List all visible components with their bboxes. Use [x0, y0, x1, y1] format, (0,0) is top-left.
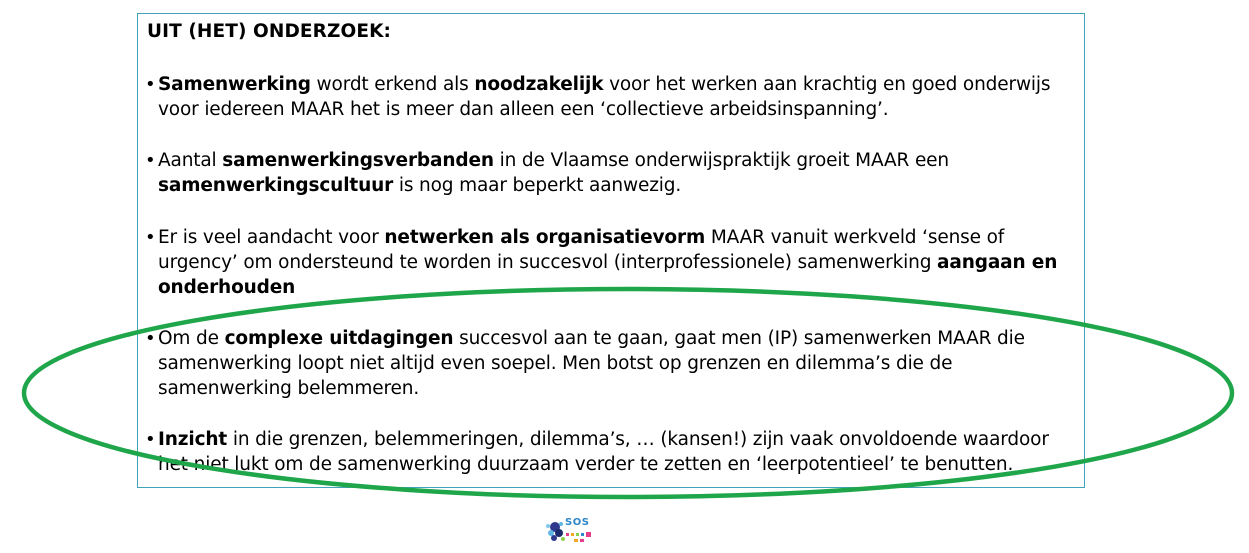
bullet-marker: •: [145, 74, 156, 95]
bullet-text: [158, 427, 1083, 477]
text-run: is nog maar beperkt aanwezig.: [393, 175, 682, 196]
bold-text-run: netwerken als organisatievorm: [384, 227, 706, 248]
bold-text-run: samenwerkingsverbanden: [222, 150, 494, 171]
bold-text-run: aangaan en onderhouden: [158, 252, 1058, 298]
text-run: succesvol aan te gaan, gaat men (IP) samenwerken MAAR die samenwerking loopt niet altijd even soepel. Men botst op grenzen en dilemma’s die de samenwerking belemmeren.: [158, 328, 1025, 399]
bold-text-run: noodzakelijk: [474, 74, 604, 95]
page-title: UIT (HET) ONDERZOEK:: [147, 21, 392, 42]
bold-text-run: complexe uitdagingen: [224, 328, 454, 349]
bullet-marker: •: [145, 328, 156, 349]
bullet-marker: •: [145, 150, 156, 171]
sos-logo: [541, 515, 599, 549]
text-run: in die grenzen, belemmeringen, dilemma’s, … (kansen!) zijn vaak onvoldoende waardoor het niet lukt om de samenwerking duurzaam verder te zetten en ‘leerpotentieel’ te benutten.: [158, 429, 1049, 475]
bullet-text: [158, 225, 1083, 300]
text-run: Er is veel aandacht voor: [158, 227, 385, 248]
text-run: Om de: [158, 328, 225, 349]
logo-text: SOS: [565, 517, 590, 528]
bullet-marker: •: [145, 227, 156, 248]
text-run: in de Vlaamse onderwijspraktijk groeit MAAR een: [493, 150, 949, 171]
text-run: wordt erkend als: [310, 74, 475, 95]
bold-text-run: Inzicht: [158, 429, 228, 450]
text-run: voor het werken aan krachtig en goed onderwijs voor iedereen MAAR het is meer dan alleen een ‘collectieve arbeidsinspanning’.: [158, 74, 1051, 120]
bullet-marker: •: [145, 429, 156, 450]
text-run: MAAR vanuit werkveld ‘sense of urgency’ om ondersteund te worden in succesvol (interprofessionele) samenwerking: [158, 227, 1005, 273]
text-run: Aantal: [158, 150, 223, 171]
bold-text-run: samenwerkingscultuur: [158, 175, 394, 196]
bold-text-run: Samenwerking: [158, 74, 311, 95]
bullet-text: [158, 326, 1083, 401]
bullet-text: [158, 72, 1083, 122]
bullet-text: [158, 148, 1083, 198]
